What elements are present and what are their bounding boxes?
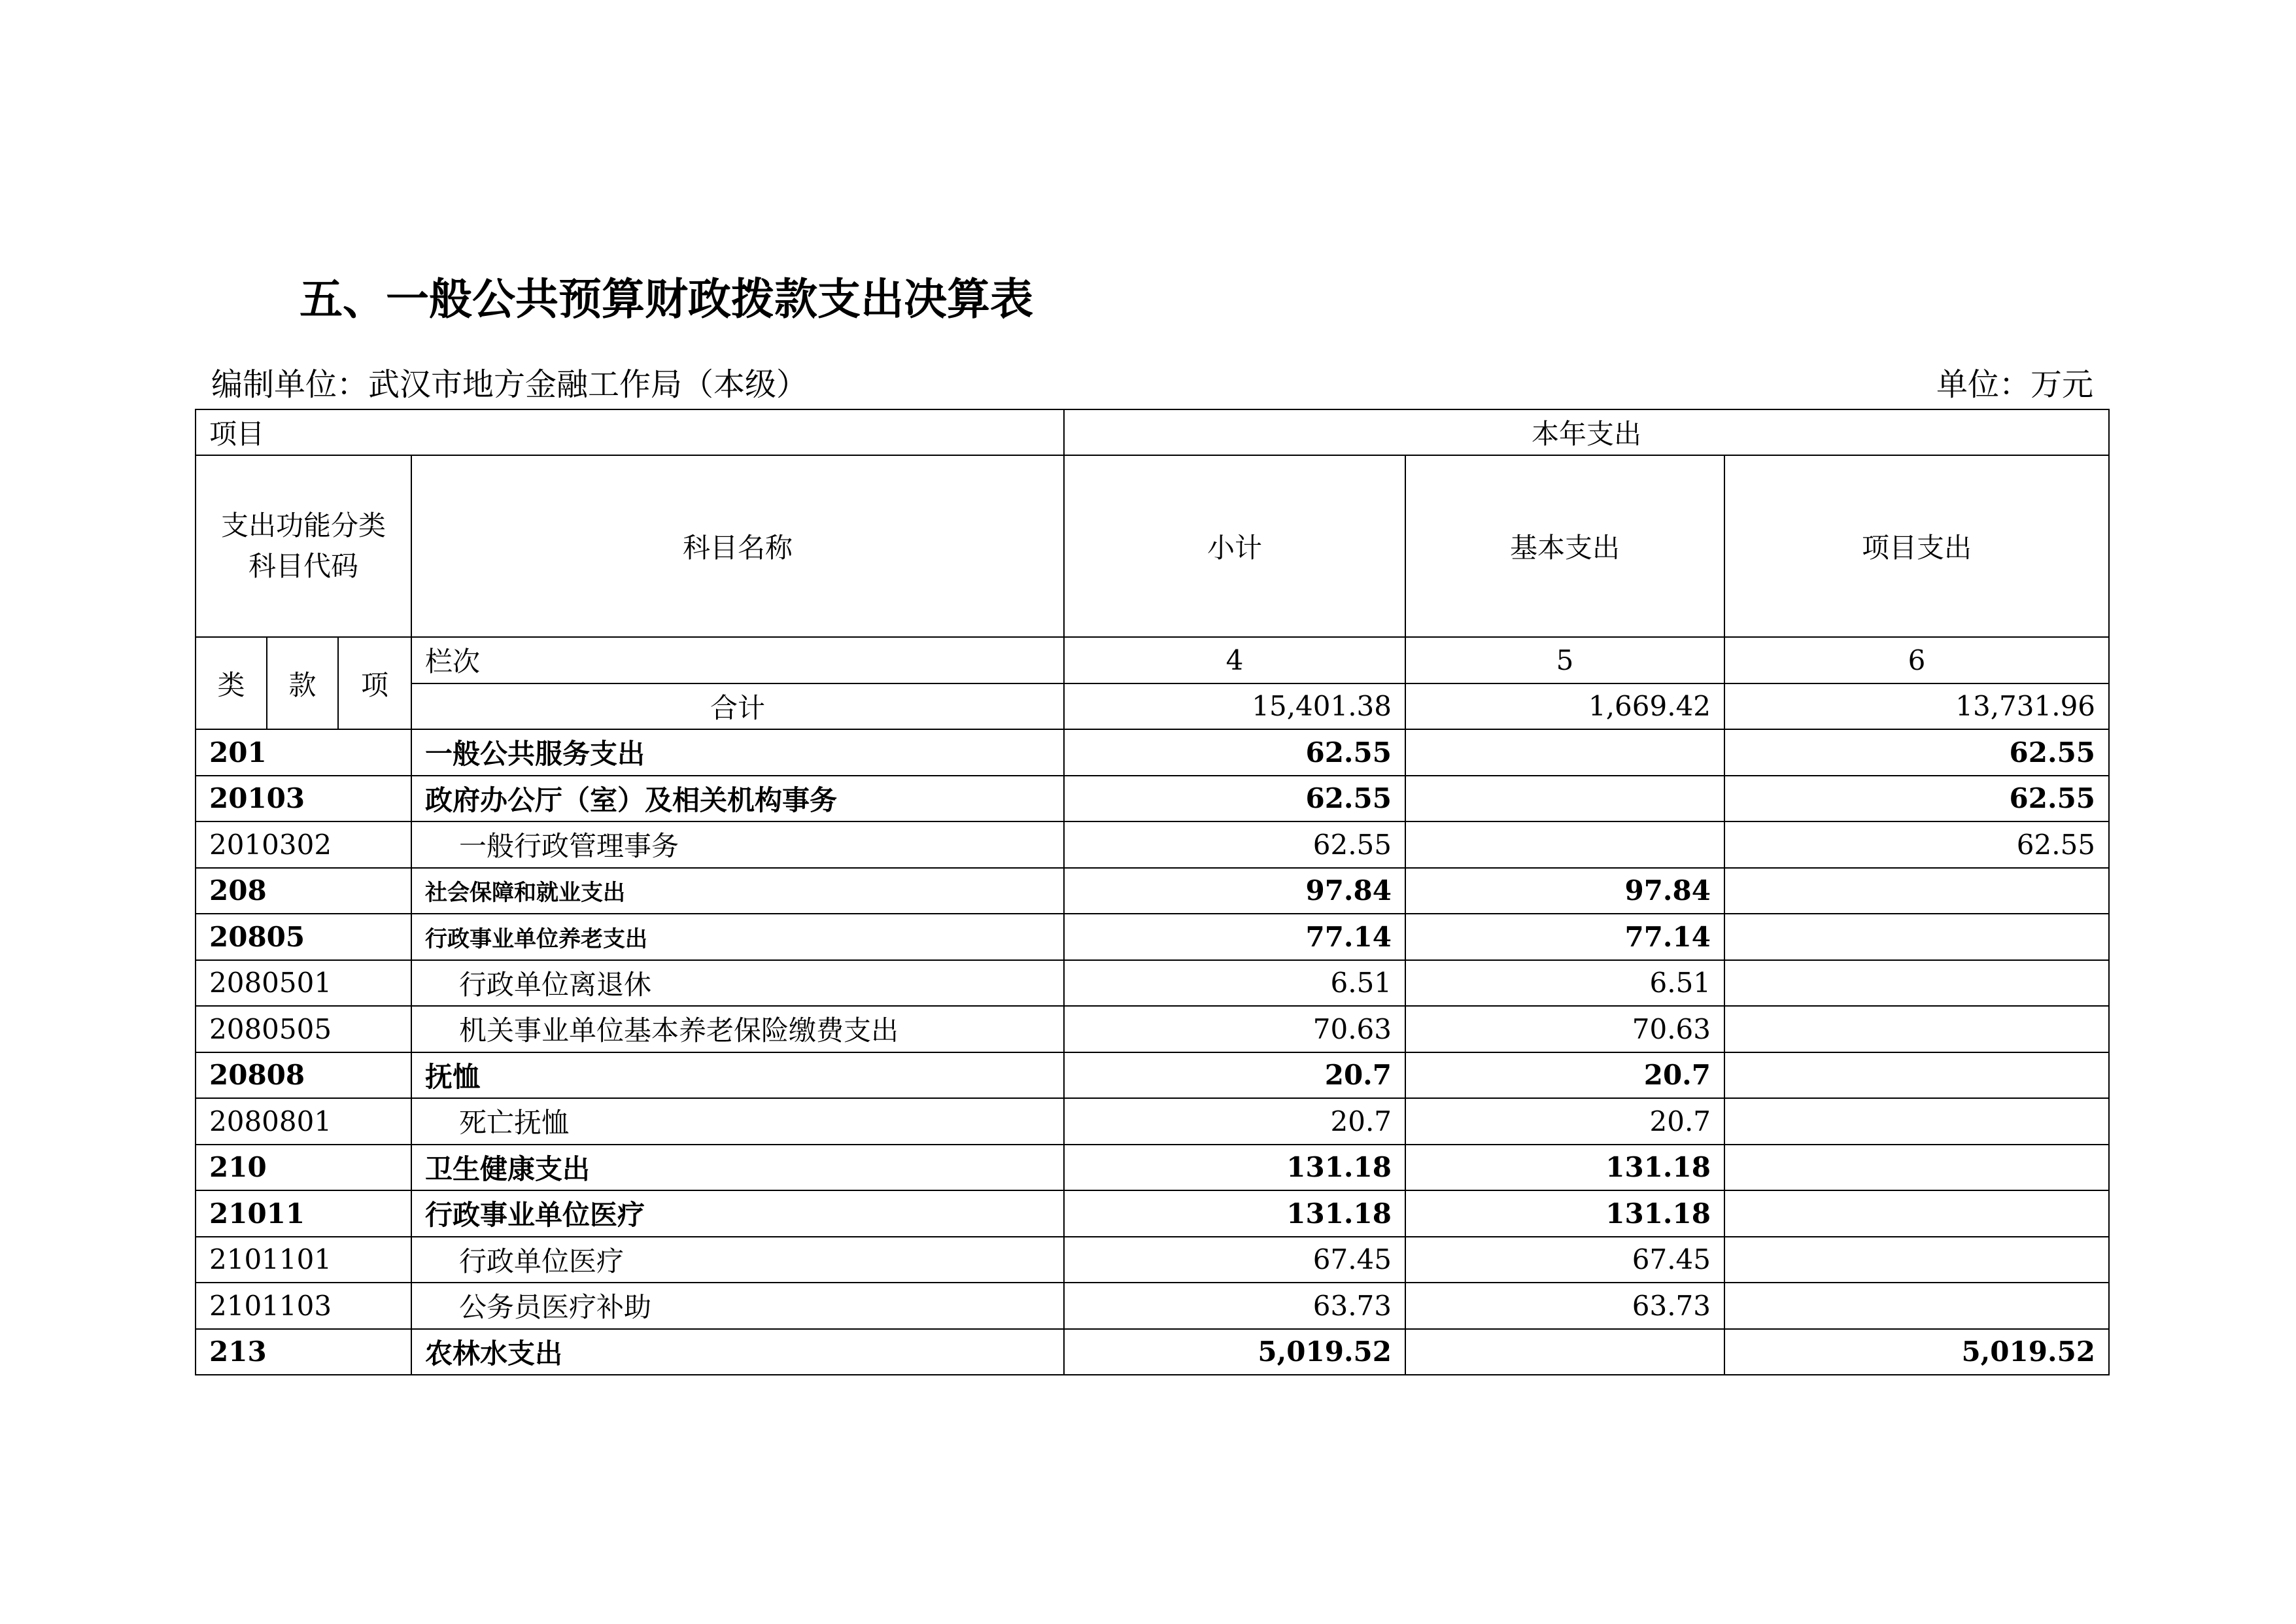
- row-project: [1724, 914, 2109, 960]
- row-project: 62.55: [1724, 821, 2109, 868]
- row-subtotal: 131.18: [1064, 1190, 1405, 1237]
- row-basic: [1405, 821, 1724, 868]
- row-subtotal: 6.51: [1064, 960, 1405, 1007]
- row-name: 社会保障和就业支出: [411, 868, 1064, 914]
- row-basic: 67.45: [1405, 1237, 1724, 1283]
- row-project: 62.55: [1724, 729, 2109, 776]
- row-name: 行政单位医疗: [411, 1237, 1064, 1283]
- row-basic: 131.18: [1405, 1190, 1724, 1237]
- row-subtotal: 5,019.52: [1064, 1329, 1405, 1375]
- table-row: [196, 1283, 2109, 1329]
- table-row: [196, 776, 2109, 822]
- row-project: [1724, 960, 2109, 1007]
- column-no-5: 5: [1405, 637, 1724, 683]
- row-name: 行政事业单位医疗: [411, 1190, 1064, 1237]
- row-basic: 70.63: [1405, 1006, 1724, 1052]
- row-code: 201: [196, 729, 411, 776]
- row-code: 20805: [196, 914, 411, 960]
- header-subject-name: 科目名称: [411, 455, 1064, 637]
- row-basic: [1405, 776, 1724, 822]
- row-basic: 97.84: [1405, 868, 1724, 914]
- row-basic: 20.7: [1405, 1098, 1724, 1145]
- row-subtotal: 62.55: [1064, 729, 1405, 776]
- table-row: [196, 868, 2109, 914]
- row-code: 2080505: [196, 1006, 411, 1052]
- table-row: [196, 821, 2109, 868]
- row-subtotal: 62.55: [1064, 776, 1405, 822]
- row-basic: 77.14: [1405, 914, 1724, 960]
- table-row: [196, 1237, 2109, 1283]
- row-code: 2080501: [196, 960, 411, 1007]
- total-basic: 1,669.42: [1405, 683, 1724, 730]
- page-title: 五、一般公共预算财政拨款支出决算表: [300, 274, 1033, 324]
- table-row: [196, 729, 2109, 776]
- row-code: 210: [196, 1145, 411, 1191]
- row-name: 公务员医疗补助: [411, 1283, 1064, 1329]
- row-subtotal: 63.73: [1064, 1283, 1405, 1329]
- row-name: 抚恤: [411, 1052, 1064, 1099]
- column-no-4: 4: [1064, 637, 1405, 683]
- row-basic: [1405, 729, 1724, 776]
- budget-table: [195, 409, 2110, 1375]
- total-subtotal: 15,401.38: [1064, 683, 1405, 730]
- header-year-expense: 本年支出: [1064, 409, 2109, 455]
- table-row: [196, 914, 2109, 960]
- header-column-no: 栏次: [411, 637, 1064, 683]
- row-project: [1724, 1237, 2109, 1283]
- total-label: 合计: [411, 683, 1064, 730]
- row-project: 5,019.52: [1724, 1329, 2109, 1375]
- header-xiang: 项: [338, 637, 411, 729]
- row-project: [1724, 1190, 2109, 1237]
- row-project: [1724, 1283, 2109, 1329]
- row-name: 一般行政管理事务: [411, 821, 1064, 868]
- table-row: [196, 1145, 2109, 1191]
- compiling-unit: 编制单位：武汉市地方金融工作局（本级）: [211, 366, 808, 403]
- row-name: 死亡抚恤: [411, 1098, 1064, 1145]
- header-code-line1: 支出功能分类: [220, 510, 386, 542]
- table-row: [196, 1006, 2109, 1052]
- row-basic: 20.7: [1405, 1052, 1724, 1099]
- row-name: 政府办公厅（室）及相关机构事务: [411, 776, 1064, 822]
- row-name: 行政单位离退休: [411, 960, 1064, 1007]
- row-project: 62.55: [1724, 776, 2109, 822]
- header-basic-expense: 基本支出: [1405, 455, 1724, 637]
- table-body: [196, 409, 2109, 1375]
- header-project: 项目: [196, 409, 1064, 455]
- row-project: [1724, 1098, 2109, 1145]
- table-row: [196, 1190, 2109, 1237]
- column-number-row: [196, 637, 2109, 683]
- header-row-1: [196, 409, 2109, 455]
- row-subtotal: 20.7: [1064, 1098, 1405, 1145]
- row-name: 农林水支出: [411, 1329, 1064, 1375]
- header-subtotal: 小计: [1064, 455, 1405, 637]
- row-project: [1724, 1145, 2109, 1191]
- row-subtotal: 131.18: [1064, 1145, 1405, 1191]
- row-code: 208: [196, 868, 411, 914]
- row-subtotal: 97.84: [1064, 868, 1405, 914]
- table-row: [196, 1329, 2109, 1375]
- total-project: 13,731.96: [1724, 683, 2109, 730]
- header-function-code: [196, 455, 411, 637]
- header-row-2: [196, 455, 2109, 637]
- row-subtotal: 62.55: [1064, 821, 1405, 868]
- row-basic: 63.73: [1405, 1283, 1724, 1329]
- row-code: 2101103: [196, 1283, 411, 1329]
- row-basic: 131.18: [1405, 1145, 1724, 1191]
- row-code: 2080801: [196, 1098, 411, 1145]
- header-lei: 类: [196, 637, 267, 729]
- row-subtotal: 20.7: [1064, 1052, 1405, 1099]
- column-no-6: 6: [1724, 637, 2109, 683]
- row-basic: [1405, 1329, 1724, 1375]
- currency-unit: 单位：万元: [1936, 366, 2093, 403]
- row-name: 行政事业单位养老支出: [411, 914, 1064, 960]
- table-row: [196, 1098, 2109, 1145]
- table-row: [196, 960, 2109, 1007]
- row-code: 2101101: [196, 1237, 411, 1283]
- row-name: 卫生健康支出: [411, 1145, 1064, 1191]
- row-code: 20103: [196, 776, 411, 822]
- total-row: [196, 683, 2109, 730]
- row-subtotal: 77.14: [1064, 914, 1405, 960]
- table-row: [196, 1052, 2109, 1099]
- row-project: [1724, 868, 2109, 914]
- header-kuan: 款: [267, 637, 338, 729]
- header-project-expense: 项目支出: [1724, 455, 2109, 637]
- row-code: 20808: [196, 1052, 411, 1099]
- row-project: [1724, 1052, 2109, 1099]
- row-basic: 6.51: [1405, 960, 1724, 1007]
- header-code-line2: 科目代码: [248, 550, 358, 582]
- row-name: 一般公共服务支出: [411, 729, 1064, 776]
- row-subtotal: 67.45: [1064, 1237, 1405, 1283]
- row-code: 21011: [196, 1190, 411, 1237]
- row-code: 213: [196, 1329, 411, 1375]
- row-project: [1724, 1006, 2109, 1052]
- row-code: 2010302: [196, 821, 411, 868]
- row-name: 机关事业单位基本养老保险缴费支出: [411, 1006, 1064, 1052]
- row-subtotal: 70.63: [1064, 1006, 1405, 1052]
